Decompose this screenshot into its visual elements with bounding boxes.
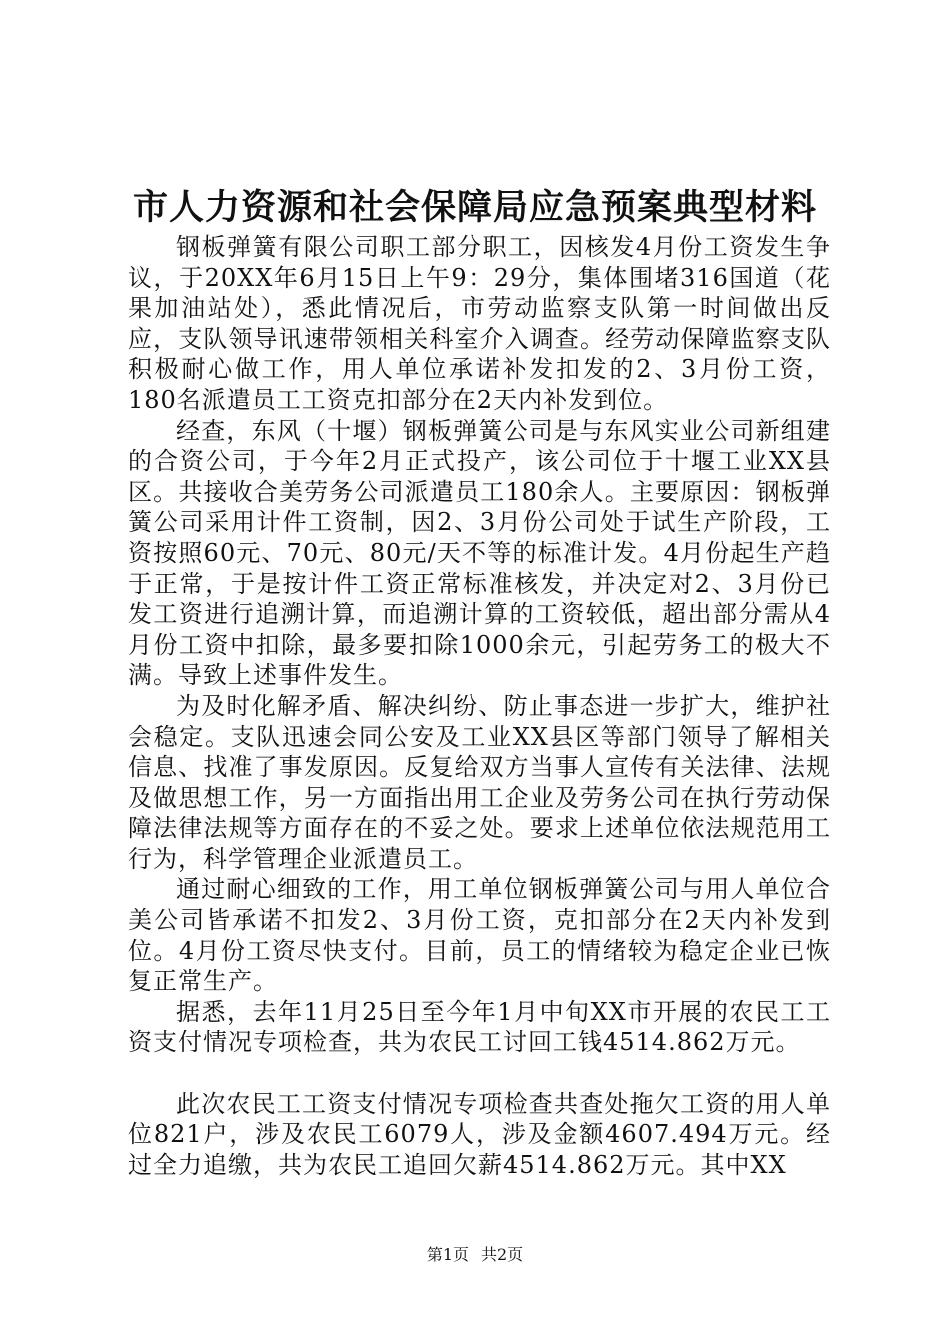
paragraph-3: 为及时化解矛盾、解决纠纷、防止事态进一步扩大，维护社会稳定。支队迅速会同公安及工业XX县区等部门领导了解相关信息、找准了事发原因。反复给双方当事人宣传有关法律、法规及做思想工作，另一方面指出用工企业及劳务公司在执行劳动保障法律法规等方面存在的不妥之处。要求上述单位依法规范用工行为，科学管理企业派遣员工。 — [128, 691, 831, 873]
document-title: 市人力资源和社会保障局应急预案典型材料 — [132, 187, 817, 228]
page-number: 第1页 — [426, 1245, 469, 1264]
document-body — [128, 232, 831, 1180]
paragraph-4: 通过耐心细致的工作，用工单位钢板弹簧公司与用人单位合美公司皆承诺不扣发2、3月份工资，克扣部分在2天内补发到位。4月份工资尽快支付。目前，员工的情绪较为稳定企业已恢复正常生产。 — [128, 875, 831, 996]
paragraph-5: 据悉，去年11月25日至今年1月中旬XX市开展的农民工工资支付情况专项检查，共为农民工讨回工钱4514.862万元。 — [128, 997, 831, 1057]
paragraph-1: 钢板弹簧有限公司职工部分职工，因核发4月份工资发生争议，于20XX年6月15日上午9：29分，集体围堵316国道（花果加油站处），悉此情况后，市劳动监察支队第一时间做出反应，支队领导讯速带领相关科室介入调查。经劳动保障监察支队积极耐心做工作，用人单位承诺补发扣发的2、3月份工资，180名派遣员工工资克扣部分在2天内补发到位。 — [128, 233, 831, 414]
paragraph-6: 此次农民工工资支付情况专项检查共查处拖欠工资的用人单位821户，涉及农民工6079人，涉及金额4607.494万元。经过全力追缴，共为农民工追回欠薪4514.862万元。其中XX — [128, 1089, 831, 1179]
paragraph-2: 经查，东风（十堰）钢板弹簧公司是与东风实业公司新组建的合资公司，于今年2月正式投产，该公司位于十堰工业XX县区。共接收合美劳务公司派遣员工180余人。主要原因：钢板弹簧公司采用计件工资制，因2、3月份公司处于试生产阶段，工资按照60元、70元、80元/天不等的标准计发。4月份起生产趋于正常，于是按计件工资正常标准核发，并决定对2、3月份已发工资进行追溯计算，而追溯计算的工资较低，超出部分需从4月份工资中扣除，最多要扣除1000余元，引起劳务工的极大不满。导致上述事件发生。 — [128, 416, 831, 690]
page-footer — [0, 1243, 950, 1267]
page-total: 共2页 — [481, 1245, 524, 1264]
